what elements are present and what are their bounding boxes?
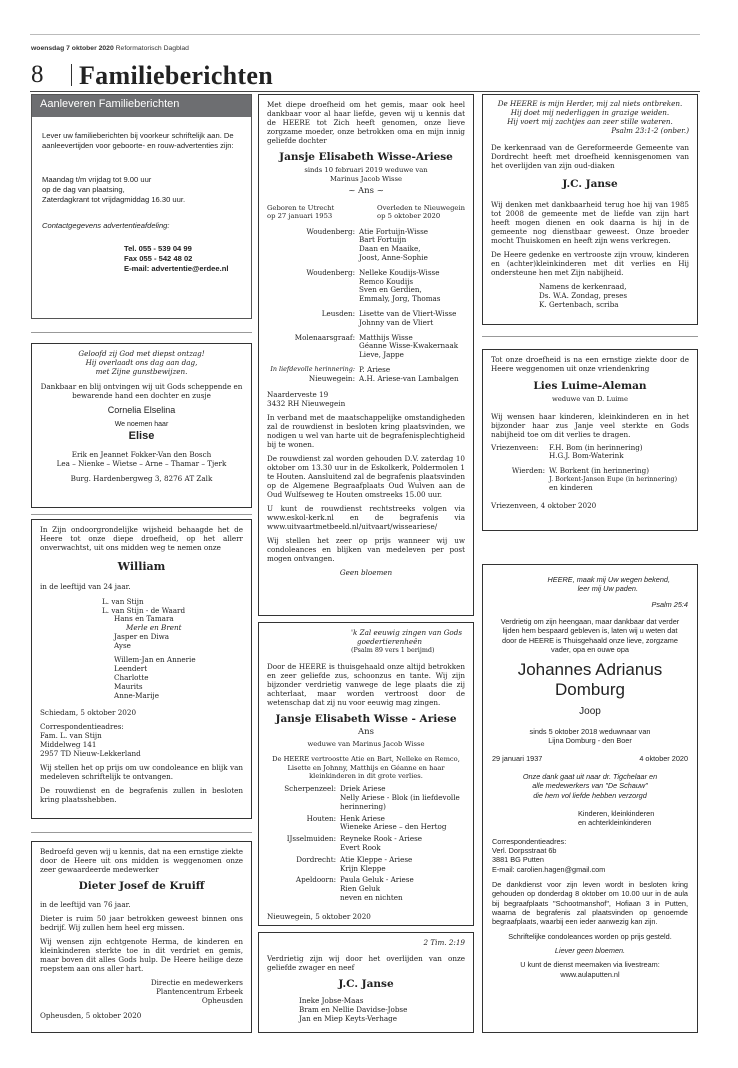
wisse-sibling-announcement	[258, 622, 474, 926]
wisse2-row-4: Apeldoorn: Paula Geluk - Ariese Rien Geluk neven en nichten	[295, 875, 414, 902]
birth-call-name: Elise	[128, 430, 155, 442]
janse-church-name: J.C. Janse	[562, 178, 618, 190]
william-condolence: Wij stellen het op prijs om uw condoleance en blijk van medeleven schriftelijk te ontvangen.	[40, 763, 243, 782]
janse-church-sign-2: Ds. W.A. Zondag, preses	[539, 291, 628, 301]
birth-address: Burg. Hardenbergweg 3, 8276 AT Zalk	[70, 473, 213, 483]
birth-name: Cornelia Elselina	[107, 405, 176, 415]
domburg-intro: Verdrietig om zijn heengaan, maar dankbaar dat verder lijden hem bespaard gebleven is, laten wij u weten dat door de HEERE is Thuisgehaald onze lieve, zorgzame vader, opa en ouwe opa	[500, 616, 680, 654]
william-place-date: Schiedam, 5 oktober 2020	[40, 708, 137, 718]
janse-church-announcement	[482, 94, 698, 325]
info-hours-3: Zaterdagkrant tot vrijdagmiddag 16.30 uur.	[42, 195, 186, 204]
domburg-verse-ref: Psalm 25:4	[651, 599, 688, 609]
wisse1-row-0: Woudenberg: Atie Fortuijn-Wisse Bart Fortuijn Daan en Maaike, Joost, Anne-Sophie	[306, 226, 429, 263]
info-box	[31, 94, 252, 319]
birth-announcement	[31, 343, 252, 508]
section-title: Familieberichten	[79, 61, 273, 90]
kruiff-intro: Bedroefd geven wij u kennis, dat na een ernstige ziekte door de Heere uit ons midden is weggenomen onze zeer gewaardeerde medewerker	[40, 847, 243, 874]
col1-rule-1	[31, 332, 252, 333]
birth-siblings: Lea – Nienke – Wietse – Arne – Thamar – Tjerk	[56, 458, 227, 468]
janse-family-announcement	[258, 932, 474, 1033]
info-box-title: Aanleveren Familieberichten	[32, 95, 251, 117]
domburg-children-2: en achterkleinkinderen	[578, 818, 652, 828]
domburg-thanks-1: Onze dank gaat uit naar dr. Tigchelaar en	[522, 772, 658, 782]
domburg-thanks-2: alle medewerkers van "De Schauw"	[532, 781, 648, 791]
janse-verse-3: Hij voert mij zachtjes aan zeer stille wateren.	[507, 117, 673, 126]
domburg-call: Joop	[579, 706, 601, 718]
janse-verse-2: Hij doet mij nederliggen in grazige weiden.	[510, 108, 670, 117]
domburg-verse-1: HEERE, maak mij Uw wegen bekend,	[547, 575, 670, 584]
janse-verse-1: De HEERE is mijn Herder, mij zal niets ontbreken.	[497, 99, 683, 108]
kruiff-text-2: Wij wensen zijn echtgenote Herma, de kinderen en kleinkinderen sterkte toe in dit verdriet en gemis, maar boven dit alles Gods hulp. De Heere heilige deze roepstem aan ons aller hart.	[40, 937, 243, 974]
wisse1-text-3: U kunt de rouwdienst rechtstreeks volgen via www.eskol-kerk.nl en de begrafenis via www.uitvaartmetbeeld.nl/uitvaart/wisseariese/	[267, 504, 465, 532]
wisse2-row-2: IJsselmuiden: Reyneke Rook - Ariese Evert Rook	[286, 834, 423, 853]
janse-small-intro: Verdrietig zijn wij door het overlijden van onze geliefde zwager en neef	[267, 954, 465, 972]
william-family-5: Ayse	[114, 640, 131, 650]
kruiff-sign-2: Plantencentrum Erbeek	[156, 987, 243, 997]
william-funeral: De rouwdienst en de begrafenis zullen in besloten kring plaatsshebben.	[40, 786, 243, 805]
luime-place-date: Vriezenveen, 4 oktober 2020	[491, 500, 597, 510]
william-family-0: L. van Stijn	[102, 596, 144, 606]
kruiff-announcement	[31, 841, 252, 1033]
dateline	[31, 45, 189, 53]
janse-church-sign-3: K. Gertenbach, scriba	[539, 300, 619, 310]
wisse2-row-3: Dordrecht: Atie Kleppe - Ariese Krijn Kleppe	[296, 854, 413, 873]
birth-verse-2: Hij overlaadt ons dag aan dag,	[85, 358, 198, 367]
header-top-rule	[30, 34, 700, 35]
info-hours-2: op de dag van plaatsing,	[42, 184, 125, 194]
birth-text: Dankbaar en blij ontvingen wij uit Gods scheppende en bewarende hand een dochter en zusje	[40, 382, 243, 400]
wisse1-text-2: De rouwdienst zal worden gehouden D.V. zaterdag 10 oktober om 13.30 uur in de Eskolkerk, Poldermolen 1 te Houten. Aansluitend zal de begrafenis plaatsvinden op de Algemene Begraafplaats Oud Wulven aan de Oud Wulfseweg te Houten omstreeks 15.00 uur.	[267, 454, 465, 500]
janse-church-sign-1: Namens de kerkenraad,	[539, 282, 627, 292]
birth-parents: Erik en Jeannet Fokker-Van den Bosch	[71, 449, 212, 459]
wisse1-nieuwegein: Nieuwegein: A.H. Ariese-van Lambalgen	[308, 373, 459, 383]
domburg-thanks-3: die hem vol liefde hebben verzorgd	[533, 790, 647, 800]
domburg-live-1: U kunt de dienst meemaken via livestream:	[520, 960, 660, 970]
wisse1-row-1: Woudenberg: Nelleke Koudijs-Wisse Remco Koudijs Sven en Gerdien, Emmaly, Jorg, Thomas	[306, 267, 441, 304]
wisse1-memory: In liefdevolle herinnering: P. Ariese	[270, 364, 391, 374]
william-intro: In Zijn ondoorgrondelijke wijsheid behaagde het de Heere tot onze diepe droefheid, op het allerr onverwachtst, uit ons midden weg te nemen onze	[40, 525, 243, 552]
domburg-born: 29 januari 1937	[492, 753, 543, 763]
wisse1-text-4: Wij stellen het zeer op prijs wanneer wij uw condoleances en blijken van medeleven per post mogen ontvangen.	[267, 536, 465, 564]
wisse2-verse-1: 'k Zal eeuwig zingen van Gods	[351, 628, 463, 637]
william-corr-3: 2957 TD Nieuw-Lekkerland	[40, 749, 141, 759]
wisse1-row-2: Leusden: Lisette van de Vliert-Wisse Johnny van de Vliert	[321, 308, 457, 327]
wisse2-place-date: Nieuwegein, 5 oktober 2020	[267, 911, 371, 921]
wisse2-verse-2: goedertierenheên	[357, 637, 422, 646]
wisse1-intro: Met diepe droefheid om het gemis, maar ook heel dankbaar voor al haar liefde, geven wij u kennis dat de HEERE tot Zich heeft genomen, onze lieve zorgzame moeder, onze betrokken oma en mijn innig geliefde dochter	[267, 100, 465, 145]
william-family-7: Willem-Jan en Annerie	[114, 655, 196, 665]
col1-rule-2	[31, 514, 252, 515]
william-family-9: Charlotte	[114, 673, 149, 682]
william-family-8: Leendert	[114, 664, 148, 674]
wisse2-intro: Door de HEERE is thuisgehaald onze altijd betrokken en zeer geliefde zus, schoonzus en tante. Wij zijn bijzonder verdrietig vanwege de lege plaats die zij achterlaat, maar worden vertroost door de wetenschap dat zij nu voor eeuwig mag zingen.	[267, 662, 465, 707]
william-family-3: Merle en Brent	[126, 623, 182, 633]
domburg-corr-3[interactable]: E-mail: carolien.hagen@gmail.com	[492, 864, 606, 874]
luime-announcement	[482, 349, 698, 531]
wisse1-name: Jansje Elisabeth Wisse-Ariese	[279, 151, 453, 163]
kruiff-age: in de leeftijd van 76 jaar.	[40, 900, 131, 910]
william-family-1: L. van Stijn - de Waard	[102, 605, 186, 615]
domburg-name-2: Domburg	[555, 680, 625, 700]
domburg-announcement	[482, 564, 698, 1033]
info-intro: Lever uw familieberichten bij voorkeur schriftelijk aan. De aanleevertijden voor geboorte- en rouw-advertenties zijn:	[42, 131, 234, 151]
birth-call-label: We noemen haar	[114, 421, 169, 429]
kruiff-sign-1: Directie en medewerkers	[150, 978, 243, 988]
kruiff-name: Dieter Josef de Kruiff	[78, 880, 205, 892]
wisse2-widow: weduwe van Marinus Jacob Wisse	[307, 739, 425, 748]
domburg-corr-label: Correspondentieadres:	[492, 836, 567, 846]
william-corr-label: Correspondentieadres:	[40, 722, 124, 732]
wisse1-husband: Marinus Jacob Wisse	[329, 174, 403, 183]
wisse1-since: sinds 10 februari 2019 weduwe van	[304, 166, 428, 175]
domburg-corr-1: Verl. Dorpsstraat 6b	[492, 846, 557, 856]
kruiff-sign-3: Opheusden	[201, 996, 243, 1006]
luime-text: Wij wensen haar kinderen, kleinkinderen en in het bijzonder haar zus Janje veel sterkte en Gods nabijheid toe om dit verlies te dragen.	[491, 411, 689, 439]
page-number: 8	[31, 61, 44, 88]
janse-small-name: J.C. Janse	[338, 978, 394, 990]
wisse1-addr-2: 3432 RH Nieuwegein	[267, 399, 346, 409]
luime-row-1: Wierden: W. Borkent (in herinnering) J. Borkent-Jansen Eupe (in herinnering) en kinderen	[511, 466, 678, 492]
wisse1-born-1: Geboren te Utrecht	[267, 203, 335, 212]
info-fax: Fax 055 - 542 48 02	[124, 253, 193, 263]
janse-small-ref: 2 Tim. 2:19	[423, 938, 465, 947]
william-corr-1: Fam. L. van Stijn	[40, 731, 102, 741]
kruiff-place-date: Opheusden, 5 oktober 2020	[40, 1011, 142, 1021]
col1-rule-3	[31, 832, 252, 833]
kruiff-text-1: Dieter is ruim 50 jaar betrokken geweest binnen ons bedrijf. Wij zullen hem heel erg missen.	[40, 914, 243, 933]
william-age: in de leeftijd van 24 jaar.	[40, 581, 131, 591]
william-name: William	[117, 560, 166, 573]
janse-small-name-1: Bram en Nellie Davidse-Jobse	[299, 1004, 408, 1014]
wisse2-verse-ref: (Psalm 89 vers 1 berijmd)	[351, 646, 435, 654]
janse-church-text-1: Wij denken met dankbaarheid terug hoe hij van 1985 tot 2008 de gemeente met de liefde van zijn hart heeft mogen dienen en ook daarna is hij in de gemeente nog dienstbaar geweest. Onze broeder mocht Thuiskomen en heeft zijn wens verkregen.	[491, 200, 689, 246]
wisse2-name: Jansje Elisabeth Wisse - Ariese	[275, 713, 457, 725]
domburg-died: 4 oktober 2020	[639, 753, 688, 763]
wisse2-row-0: Scherpenzeel: Driek Ariese Nelly Ariese - Blok (in liefdevolle herinnering)	[284, 784, 460, 811]
domburg-children-1: Kinderen, kleinkinderen	[578, 809, 655, 819]
info-hours-1: Maandag t/m vrijdag tot 9.00 uur	[42, 174, 152, 184]
wisse2-text: De HEERE vertroostte Atie en Bart, Nelleke en Remco, Lisette en Johnny, Matthijs en Géanne en haar kleinkinderen in dit grote verlies.	[272, 755, 460, 780]
domburg-verse-2: leer mij Uw paden.	[577, 584, 638, 594]
birth-verse-3: met Zijne gunstbewijzen.	[95, 367, 188, 376]
wisse-family-announcement	[258, 94, 474, 616]
domburg-flowers: Liever geen bloemen.	[554, 946, 626, 955]
info-tel: Tel. 055 - 539 04 99	[124, 243, 192, 253]
william-family	[40, 598, 243, 701]
janse-small-name-0: Ineke Jobse-Maas	[299, 996, 364, 1006]
domburg-since-1: sinds 5 oktober 2018 weduwnaar van	[529, 727, 651, 737]
domburg-text-2: Schriftelijke condoleances worden op prijs gesteld.	[508, 931, 672, 941]
domburg-live-2[interactable]: www.aulaputten.nl	[560, 969, 620, 979]
wisse1-addr-1: Naarderveste 19	[267, 390, 329, 400]
col3-rule-1	[482, 336, 698, 337]
janse-small-name-2: Jan en Miep Keyts-Verhage	[299, 1013, 398, 1023]
william-family-10: Maurits	[114, 681, 143, 691]
william-family-2: Hans en Tamara	[114, 614, 174, 624]
birth-verse-1: Geloofd zij God met diepst ontzag!	[78, 349, 205, 358]
domburg-corr-2: 3881 BG Putten	[492, 855, 544, 865]
domburg-name-1: Johannes Adrianus	[517, 660, 663, 680]
luime-name: Lies Luime-Aleman	[533, 380, 647, 392]
info-email[interactable]: E-mail: advertentie@erdee.nl	[124, 264, 229, 273]
janse-verse-ref: Psalm 23:1-2 (onber.)	[611, 126, 689, 135]
domburg-text-1: De dankdienst voor zijn leven wordt in besloten kring gehouden op donderdag 8 oktober om 10.00 uur in de aula bij begraafplaats "Schootmanshof", Hofiaan 3 in Putten, waarna de begrafenis zal plaatsvinden op genoemde begraafplaats, waarbij een ieder aanwezig kan zijn.	[492, 880, 688, 927]
luime-intro: Tot onze droefheid is na een ernstige ziekte door de Heere weggenomen uit onze vriendenkring	[491, 355, 689, 373]
header-divider	[71, 64, 72, 86]
william-announcement	[31, 519, 252, 819]
paper-name: Reformatorisch Dagblad	[115, 45, 189, 52]
wisse1-born-2: op 27 januari 1953	[267, 212, 333, 221]
janse-church-text-2: De Heere gedenke en vertrooste zijn vrouw, kinderen en (achter)kleinkinderen met dit verlies en Hij ondersteune hen met Zijn nabijheid.	[491, 250, 689, 278]
wisse1-row-3: Molenaarsgraaf: Matthijs Wisse Géanne Wisse-Kwakernaak Lieve, Jappe	[294, 332, 459, 360]
william-family-4: Jasper en Diwa	[114, 631, 170, 641]
wisse1-died-2: op 5 oktober 2020	[377, 212, 441, 221]
william-family-11: Anne-Marije	[114, 690, 159, 700]
date: woensdag 7 oktober 2020	[31, 45, 114, 52]
janse-church-intro: De kerkenraad van de Gereformeerde Gemeente van Dordrecht heeft met droefheid kennisgenomen van het overlijden van zijn oud-diaken	[491, 143, 689, 170]
luime-widow: weduwe van D. Luime	[551, 395, 629, 404]
wisse2-call: Ans	[358, 727, 374, 738]
wisse1-flowers: Geen bloemen	[339, 568, 393, 578]
info-contact-heading: Contactgegevens advertentieafdeling:	[42, 221, 170, 231]
wisse1-call: ~ Ans ~	[348, 186, 384, 197]
domburg-since-2: Lijna Domburg - den Boer	[548, 736, 632, 746]
wisse2-row-1: Houten: Henk Ariese Wieneke Ariese – den Hertog	[306, 813, 447, 832]
header-bottom-rule	[30, 91, 700, 92]
luime-row-0: Vriezenveen: F.H. Bom (in herinnering) H.G.J. Bom-Waterink	[491, 442, 643, 461]
wisse1-text-1: In verband met de maatschappelijke omstandigheden zal de rouwdienst in besloten kring plaatsvinden, we nodigen u wel van harte uit de begrafenisplechtigheid bij te wonen.	[267, 413, 465, 450]
william-corr-2: Middelweg 141	[40, 740, 97, 750]
wisse1-died-1: Overleden te Nieuwegein	[377, 203, 465, 212]
